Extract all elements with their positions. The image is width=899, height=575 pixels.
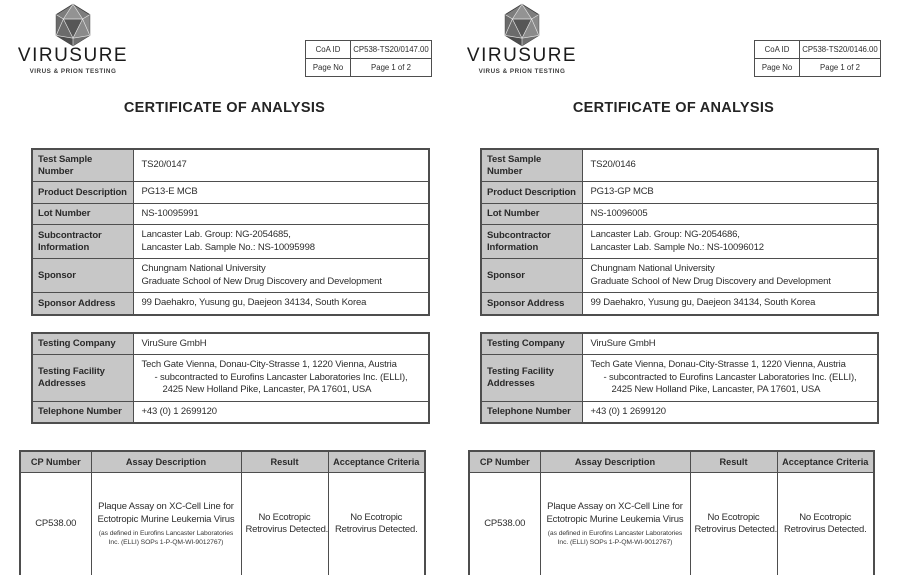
- row-value: PG13-GP MCB: [582, 182, 878, 204]
- row-label: Lot Number: [32, 203, 133, 225]
- assay-data-row: [20, 473, 425, 575]
- coa-id-label: CoA ID: [306, 41, 351, 58]
- coa-id-row: [755, 41, 880, 58]
- row-label: Subcontractor Information: [481, 225, 582, 259]
- row-value: Tech Gate Vienna, Donau-City-Strasse 1, 1220 Vienna, Austria - subcontracted to Eurofins Lancaster Laboratories Inc. (ELLI), 2425 New Holland Pike, Lancaster, PA 17601, USA: [133, 355, 429, 402]
- certificate-page-left: [0, 0, 449, 575]
- table-row: [32, 225, 429, 259]
- row-label: Telephone Number: [481, 401, 582, 423]
- row-label: Test Sample Number: [481, 149, 582, 182]
- table-row: [32, 203, 429, 225]
- column-header: Acceptance Criteria: [777, 451, 874, 473]
- table-row: [481, 355, 878, 402]
- table-row: [32, 333, 429, 355]
- assay-sop-note: (as defined in Eurofins Lancaster Laboratories Inc. (ELLI) SOPs 1-P-QM-WI-9012767): [98, 530, 234, 546]
- brand-tagline: VIRUS & PRION TESTING: [29, 68, 117, 75]
- table-row: [481, 225, 878, 259]
- page-title: CERTIFICATE OF ANALYSIS: [572, 100, 775, 116]
- column-header: Result: [690, 451, 777, 473]
- certificate-body: [480, 148, 879, 575]
- row-value: PG13-E MCB: [133, 182, 429, 204]
- column-header: CP Number: [469, 451, 540, 473]
- column-header: CP Number: [20, 451, 91, 473]
- assay-results-table: [19, 450, 426, 575]
- result-cell: No Ecotropic Retrovirus Detected.: [241, 473, 328, 575]
- table-row: [481, 149, 878, 182]
- row-label: Product Description: [32, 182, 133, 204]
- coa-id-label: CoA ID: [755, 41, 800, 58]
- table-row: [32, 355, 429, 402]
- row-label: Test Sample Number: [32, 149, 133, 182]
- acceptance-criteria-cell: No Ecotropic Retrovirus Detected.: [777, 473, 874, 575]
- icosahedron-logo-icon: [463, 3, 581, 47]
- virusure-logo: [14, 3, 132, 75]
- page-no-label: Page No: [306, 59, 351, 76]
- brand-name: VIRUSURE: [17, 45, 129, 66]
- row-value: TS20/0146: [582, 149, 878, 182]
- row-value: Chungnam National University Graduate School of New Drug Discovery and Development: [582, 259, 878, 293]
- cp-number-cell: CP538.00: [469, 473, 540, 575]
- row-label: Testing Company: [32, 333, 133, 355]
- table-row: [481, 203, 878, 225]
- testing-company-table: [480, 332, 879, 425]
- row-value: Lancaster Lab. Group: NG-2054686, Lancaster Lab. Sample No.: NS-10096012: [582, 225, 878, 259]
- row-value: ViruSure GmbH: [133, 333, 429, 355]
- row-value: Tech Gate Vienna, Donau-City-Strasse 1, 1220 Vienna, Austria - subcontracted to Eurofins Lancaster Laboratories Inc. (ELLI), 2425 New Holland Pike, Lancaster, PA 17601, USA: [582, 355, 878, 402]
- table-row: [481, 401, 878, 423]
- cp-number-cell: CP538.00: [20, 473, 91, 575]
- row-value: 99 Daehakro, Yusung gu, Daejeon 34134, South Korea: [582, 293, 878, 315]
- column-header: Assay Description: [91, 451, 241, 473]
- column-header: Acceptance Criteria: [328, 451, 425, 473]
- assay-data-row: [469, 473, 874, 575]
- row-label: Sponsor: [481, 259, 582, 293]
- table-row: [32, 401, 429, 423]
- acceptance-criteria-cell: No Ecotropic Retrovirus Detected.: [328, 473, 425, 575]
- row-value: +43 (0) 1 2699120: [582, 401, 878, 423]
- row-value: NS-10096005: [582, 203, 878, 225]
- table-row: [481, 333, 878, 355]
- page-no-label: Page No: [755, 59, 800, 76]
- row-value: ViruSure GmbH: [582, 333, 878, 355]
- row-label: Testing Facility Addresses: [481, 355, 582, 402]
- row-label: Sponsor Address: [32, 293, 133, 315]
- coa-id-value: CP538-TS20/0146.00: [802, 45, 878, 54]
- page-no-value: Page 1 of 2: [820, 63, 860, 72]
- table-row: [32, 293, 429, 315]
- column-header: Assay Description: [540, 451, 690, 473]
- table-row: [481, 182, 878, 204]
- row-value: Lancaster Lab. Group: NG-2054685, Lancaster Lab. Sample No.: NS-10095998: [133, 225, 429, 259]
- assay-header-row: [20, 451, 425, 473]
- row-label: Testing Company: [481, 333, 582, 355]
- testing-company-table: [31, 332, 430, 425]
- row-label: Testing Facility Addresses: [32, 355, 133, 402]
- row-label: Product Description: [481, 182, 582, 204]
- table-row: [481, 259, 878, 293]
- table-row: [481, 293, 878, 315]
- assay-sop-note: (as defined in Eurofins Lancaster Laboratories Inc. (ELLI) SOPs 1-P-QM-WI-9012767): [547, 530, 683, 546]
- page-no-value: Page 1 of 2: [371, 63, 411, 72]
- assay-description-cell: Plaque Assay on XC-Cell Line for Ectotropic Murine Leukemia Virus (as defined in Eurofins Lancaster Laboratories Inc. (ELLI) SOPs 1-P-QM-WI-9012767): [540, 473, 690, 575]
- row-value: Chungnam National University Graduate School of New Drug Discovery and Development: [133, 259, 429, 293]
- coa-id-row: [306, 41, 431, 58]
- sample-info-table: [480, 148, 879, 316]
- row-label: Sponsor Address: [481, 293, 582, 315]
- column-header: Result: [241, 451, 328, 473]
- brand-tagline: VIRUS & PRION TESTING: [478, 68, 566, 75]
- row-label: Sponsor: [32, 259, 133, 293]
- page-no-row: [306, 58, 431, 76]
- brand-name: VIRUSURE: [466, 45, 578, 66]
- assay-description-cell: Plaque Assay on XC-Cell Line for Ectotropic Murine Leukemia Virus (as defined in Eurofins Lancaster Laboratories Inc. (ELLI) SOPs 1-P-QM-WI-9012767): [91, 473, 241, 575]
- row-label: Telephone Number: [32, 401, 133, 423]
- row-value: 99 Daehakro, Yusung gu, Daejeon 34134, South Korea: [133, 293, 429, 315]
- table-row: [32, 149, 429, 182]
- coa-id-box: [305, 40, 432, 77]
- row-value: NS-10095991: [133, 203, 429, 225]
- row-value: TS20/0147: [133, 149, 429, 182]
- result-cell: No Ecotropic Retrovirus Detected.: [690, 473, 777, 575]
- row-value: +43 (0) 1 2699120: [133, 401, 429, 423]
- table-row: [32, 182, 429, 204]
- coa-id-box: [754, 40, 881, 77]
- certificate-page-right: [449, 0, 898, 575]
- assay-header-row: [469, 451, 874, 473]
- certificate-body: [31, 148, 430, 575]
- page-title: CERTIFICATE OF ANALYSIS: [123, 100, 326, 116]
- virusure-logo: [463, 3, 581, 75]
- assay-results-table: [468, 450, 875, 575]
- table-row: [32, 259, 429, 293]
- icosahedron-logo-icon: [14, 3, 132, 47]
- page-no-row: [755, 58, 880, 76]
- row-label: Subcontractor Information: [32, 225, 133, 259]
- row-label: Lot Number: [481, 203, 582, 225]
- coa-id-value: CP538-TS20/0147.00: [353, 45, 429, 54]
- sample-info-table: [31, 148, 430, 316]
